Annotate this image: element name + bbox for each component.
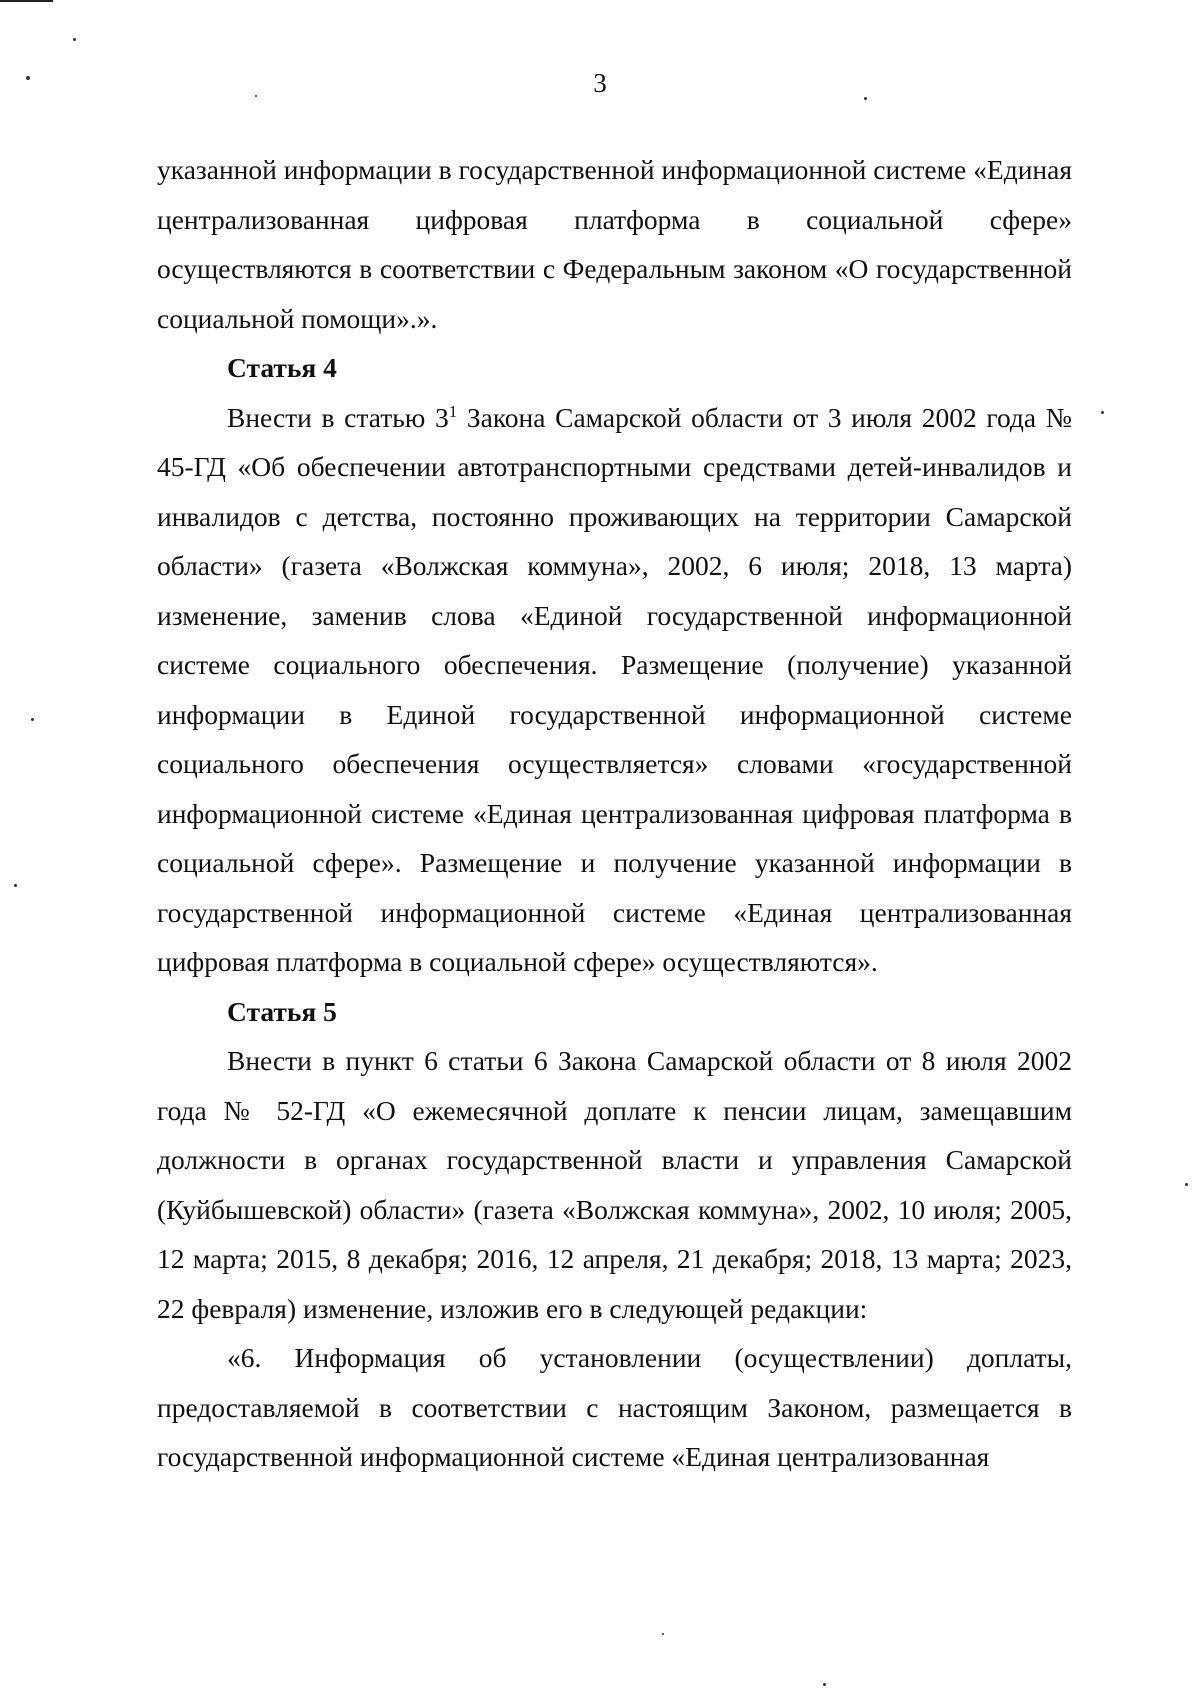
page-number: 3 (593, 68, 607, 98)
document-body (157, 145, 1072, 1482)
scan-speck (31, 718, 34, 721)
article-4-text-rest: Закона Самарской области от 3 июля 2002 года № 45-ГД «Об обеспечении автотранспортными средствами детей-инвалидов и инвалидов с детства, постоянно проживающих на территории Самарской области» (газета «Волжская коммуна», 2002, 6 июля; 2018, 13 марта) изменение, заменив слова «Единой государственной информационной системе социального обеспечения. Размещение (получение) указанной информации в Единой государственной информационной системе социального обеспечения осуществляется» словами «государственной информационной системе «Единая централизованная цифровая платформа в социальной сфере». Размещение и получение указанной информации в государственной информационной системе «Единая централизованная цифровая платформа в социальной сфере» осуществляются». (157, 401, 1072, 977)
article-4-text (157, 393, 1072, 987)
article-5-text: Внести в пункт 6 статьи 6 Закона Самарской области от 8 июля 2002 года № 52-ГД «О ежемесячной доплате к пенсии лицам, замещавшим должности в органах государственной власти и управления Самарской (Куйбышевской) области» (газета «Волжская коммуна», 2002, 10 июля; 2005, 12 марта; 2015, 8 декабря; 2016, 12 апреля, 21 декабря; 2018, 13 марта; 2023, 22 февраля) изменение, изложив его в следующей редакции: (157, 1045, 1072, 1324)
scan-edge-mark (0, 0, 53, 2)
scan-speck (1185, 1183, 1188, 1186)
scan-speck (73, 38, 76, 41)
scan-speck (864, 97, 867, 100)
article-4-text-start: Внести в статью 3 (227, 401, 449, 433)
scan-speck (662, 1633, 664, 1635)
article-5-heading: Статья 5 (227, 995, 337, 1027)
scan-speck (26, 76, 30, 80)
quoted-clause-6: «6. Информация об установлении (осуществлении) доплаты, предоставляемой в соответствии с настоящим Законом, размещается в государственной информационной системе «Единая централизованная (157, 1342, 1072, 1472)
article-4-heading: Статья 4 (227, 352, 337, 383)
article-number-superscript: 1 (448, 401, 458, 421)
scan-speck (14, 884, 17, 887)
scan-speck (823, 1683, 826, 1686)
scan-speck (1101, 411, 1104, 414)
scan-speck (255, 95, 257, 97)
paragraph-continuation: указанной информации в государственной информационной системе «Единая централизованная цифровая платформа в социальной сфере» осуществляются в соответствии с Федеральным законом «О государственной социальной помощи».». (157, 154, 1072, 334)
